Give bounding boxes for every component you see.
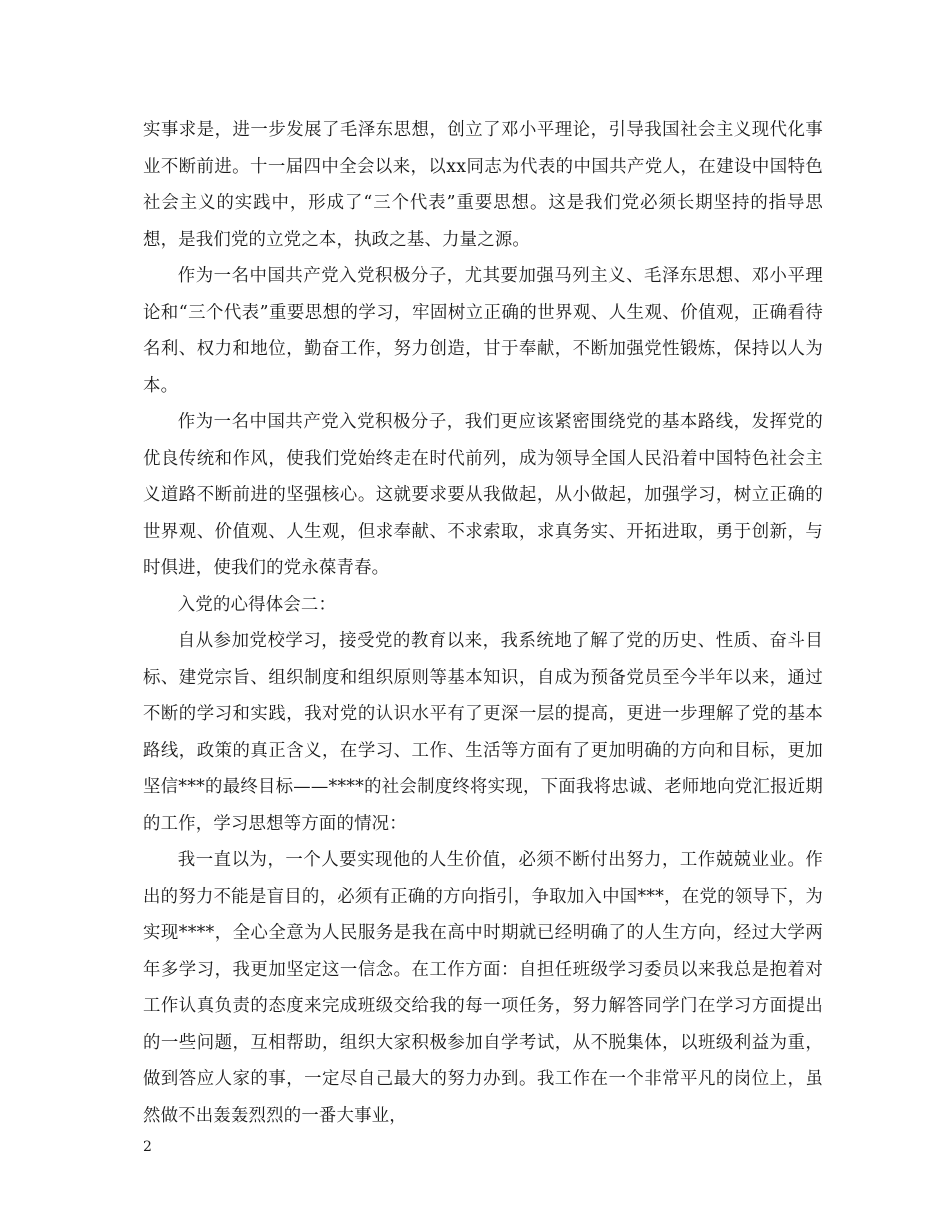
paragraph-1: 实事求是，进一步发展了毛泽东思想，创立了邓小平理论，引导我国社会主义现代化事业不断前进。十一届四中全会以来，以xx同志为代表的中国共产党人，在建设中国特色社会主义的实践中，形成了“三个代表”重要思想。这是我们党必须长期坚持的指导思想，是我们党的立党之本，执政之基、力量之源。	[143, 120, 823, 250]
paragraph-3: 作为一名中国共产党入党积极分子，我们更应该紧密围绕党的基本路线，发挥党的优良传统和作风，使我们党始终走在时代前列，成为领导全国人民沿着中国特色社会主义道路不断前进的坚强核心。这就要求要从我做起，从小做起，加强学习，树立正确的世界观、价值观、人生观，但求奉献、不求索取，求真务实、开拓进取，勇于创新，与时俱进，使我们的党永葆青春。	[143, 412, 823, 578]
paragraph-4: 自从参加党校学习，接受党的教育以来，我系统地了解了党的历史、性质、奋斗目标、建党宗旨、组织制度和组织原则等基本知识，自成为预备党员至今半年以来，通过不断的学习和实践，我对党的认识水平有了更深一层的提高，更进一步理解了党的基本路线，政策的真正含义，在学习、工作、生活等方面有了更加明确的方向和目标，更加坚信***的最终目标——****的社会制度终将实现，下面我将忠诚、老师地向党汇报近期的工作，学习思想等方面的情况：	[143, 631, 823, 834]
section-heading: 入党的心得体会二：	[177, 594, 337, 615]
paragraph-2: 作为一名中国共产党入党积极分子，尤其要加强马列主义、毛泽东思想、邓小平理论和“三个代表”重要思想的学习，牢固树立正确的世界观、人生观、价值观，正确看待名利、权力和地位，勤奋工作，努力创造，甘于奉献，不断加强党性锻炼，保持以人为本。	[143, 266, 823, 396]
document-body	[143, 112, 823, 1134]
paragraph-5: 我一直以为，一个人要实现他的人生价值，必须不断付出努力，工作兢兢业业。作出的努力不能是盲目的，必须有正确的方向指引，争取加入中国***，在党的领导下，为实现****，全心全意为人民服务是我在高中时期就已经明确了的人生方向，经过大学两年多学习，我更加坚定这一信念。在工作方面：自担任班级学习委员以来我总是抱着对工作认真负责的态度来完成班级交给我的每一项任务，努力解答同学门在学习方面提出的一些问题，互相帮助，组织大家积极参加自学考试，从不脱集体，以班级利益为重，做到答应人家的事，一定尽自己最大的努力办到。我工作在一个非常平凡的岗位上，虽然做不出轰轰烈烈的一番大事业，	[143, 850, 823, 1126]
page-number: 2	[143, 1139, 152, 1155]
